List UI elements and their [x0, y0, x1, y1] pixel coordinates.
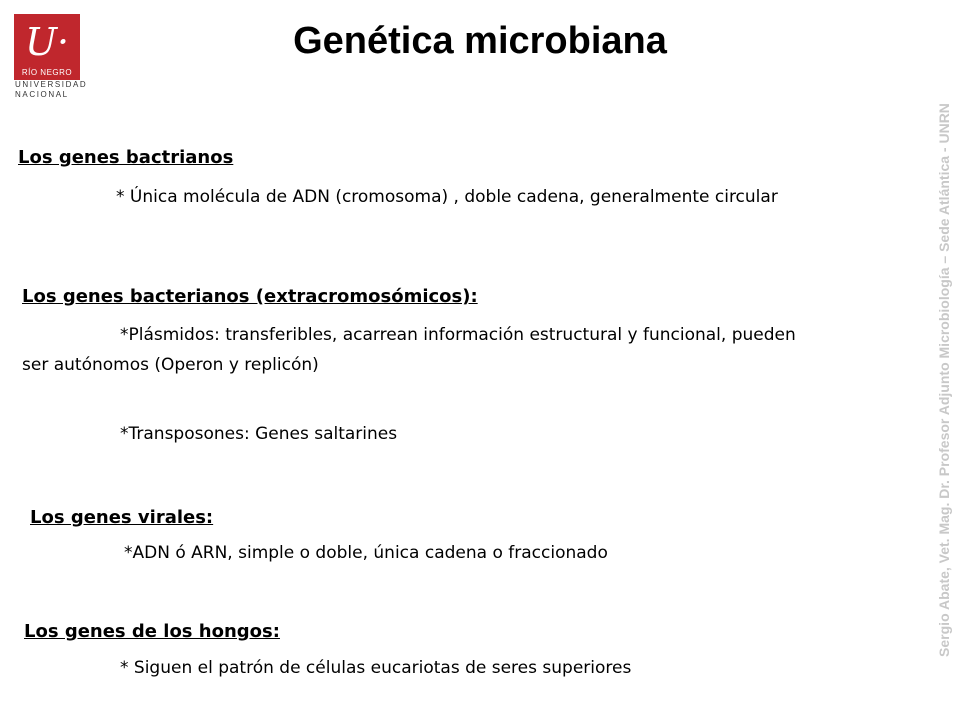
author-credit: Sergio Abate, Vet. Mag. Dr. Profesor Adjunto Microbiología – Sede Atlántica - UNRN [936, 103, 952, 657]
logo-tagline: RÍO NEGRO [21, 68, 73, 77]
heading-bacterial-genes: Los genes bactrianos [18, 147, 234, 168]
viral-genes-line-1: *ADN ó ARN, simple o doble, única cadena o fraccionado [124, 543, 608, 563]
logo-line-1: UNIVERSIDAD [15, 80, 88, 89]
fungal-genes-line-1: * Siguen el patrón de células eucariotas de seres superiores [120, 658, 632, 678]
bacterial-genes-line-1: * Única molécula de ADN (cromosoma) , doble cadena, generalmente circular [116, 187, 778, 207]
plasmids-line-1: *Plásmidos: transferibles, acarrean información estructural y funcional, pueden [120, 325, 796, 345]
logo-monogram: U· [24, 20, 70, 64]
plasmids-line-2: ser autónomos (Operon y replicón) [22, 355, 319, 375]
heading-fungal-genes: Los genes de los hongos: [24, 621, 280, 642]
heading-viral-genes: Los genes virales: [30, 507, 214, 528]
slide-title: Genética microbiana [293, 20, 667, 62]
logo-line-2: NACIONAL [15, 90, 69, 99]
heading-extrachromosomal-genes: Los genes bacterianos (extracromosómicos): [22, 286, 478, 307]
transposons-line: *Transposones: Genes saltarines [120, 424, 398, 444]
